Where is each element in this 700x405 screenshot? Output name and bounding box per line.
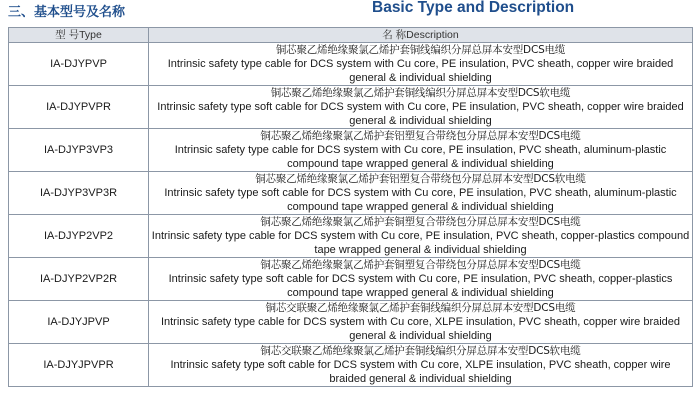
table-row xyxy=(9,172,693,215)
description-chinese: 铜芯聚乙烯绝缘聚氯乙烯护套铝塑复合带绕包分屏总屏本安型DCS电缆 xyxy=(260,130,581,142)
cable-description xyxy=(149,344,693,387)
description-english: Intrinsic safety type cable for DCS system with Cu core, XLPE insulation, PVC sheath, copper wire braided general & individual shielding xyxy=(160,316,681,342)
cable-type-table xyxy=(8,27,693,387)
cable-type-code: IA-DJYJPVPR xyxy=(9,344,149,387)
cable-description xyxy=(149,129,693,172)
cable-description xyxy=(149,172,693,215)
description-chinese: 铜芯聚乙烯绝缘聚氯乙烯护套铜塑复合带绕包分屏总屏本安型DCS电缆 xyxy=(260,259,581,271)
description-chinese: 铜芯交联聚乙烯绝缘聚氯乙烯护套铜线编织分屏总屏本安型DCS软电缆 xyxy=(260,345,581,357)
cable-type-code: IA-DJYP2VP2 xyxy=(9,215,149,258)
cable-type-code: IA-DJYPVP xyxy=(9,43,149,86)
description-english: Intrinsic safety type soft cable for DCS system with Cu core, PE insulation, PVC sheath, copper-plastics compound tape wrapped general & individual shielding xyxy=(168,273,673,299)
table-row xyxy=(9,344,693,387)
description-chinese: 铜芯聚乙烯绝缘聚氯乙烯护套铝塑复合带绕包分屏总屏本安型DCS软电缆 xyxy=(255,173,586,185)
cable-type-code: IA-DJYJPVP xyxy=(9,301,149,344)
cable-type-code: IA-DJYPVPR xyxy=(9,86,149,129)
cable-description xyxy=(149,86,693,129)
table-body xyxy=(9,43,693,387)
cable-type-code: IA-DJYP3VP3 xyxy=(9,129,149,172)
cable-type-code: IA-DJYP3VP3R xyxy=(9,172,149,215)
description-english: Intrinsic safety type soft cable for DCS system with Cu core, PE insulation, PVC sheath, aluminum-plastic compound tape wrapped general & individual shielding xyxy=(164,187,677,213)
cable-description xyxy=(149,43,693,86)
cable-description xyxy=(149,215,693,258)
column-header-type: 型 号Type xyxy=(9,28,149,43)
description-english: Intrinsic safety type soft cable for DCS system with Cu core, XLPE insulation, PVC sheath, copper wire braided general & individual shielding xyxy=(170,359,671,385)
section-title-english: Basic Type and Description xyxy=(372,0,575,16)
description-english: Intrinsic safety type cable for DCS system with Cu core, PE insulation, PVC sheath, copper wire braided general & individual shielding xyxy=(167,58,674,84)
description-chinese: 铜芯聚乙烯绝缘聚氯乙烯护套铜塑复合带绕包分屏总屏本安型DCS电缆 xyxy=(260,216,581,228)
table-row xyxy=(9,301,693,344)
table-row xyxy=(9,215,693,258)
description-english: Intrinsic safety type cable for DCS system with Cu core, PE insulation, PVC sheath, aluminum-plastic compound tape wrapped general & individual shielding xyxy=(174,144,667,170)
table-row xyxy=(9,43,693,86)
description-chinese: 铜芯交联聚乙烯绝缘聚氯乙烯护套铜线编织分屏总屏本安型DCS电缆 xyxy=(265,302,576,314)
cable-description xyxy=(149,301,693,344)
cable-description xyxy=(149,258,693,301)
table-header-row xyxy=(9,28,693,43)
column-header-description: 名 称Description xyxy=(149,28,693,43)
page-header xyxy=(0,0,700,24)
table-row xyxy=(9,258,693,301)
description-chinese: 铜芯聚乙烯绝缘聚氯乙烯护套铜线编织分屏总屏本安型DCS软电缆 xyxy=(270,87,571,99)
cable-type-code: IA-DJYP2VP2R xyxy=(9,258,149,301)
table-row xyxy=(9,129,693,172)
description-english: Intrinsic safety type soft cable for DCS system with Cu core, PE insulation, PVC sheath, copper wire braided general & individual shielding xyxy=(157,101,684,127)
description-english: Intrinsic safety type cable for DCS system with Cu core, PE insulation, PVC sheath, copper-plastics compound tape wrapped general & individual shielding xyxy=(151,230,690,256)
section-title-chinese: 三、基本型号及名称 xyxy=(8,5,126,20)
description-chinese: 铜芯聚乙烯绝缘聚氯乙烯护套铜线编织分屏总屏本安型DCS电缆 xyxy=(275,44,566,56)
table-row xyxy=(9,86,693,129)
